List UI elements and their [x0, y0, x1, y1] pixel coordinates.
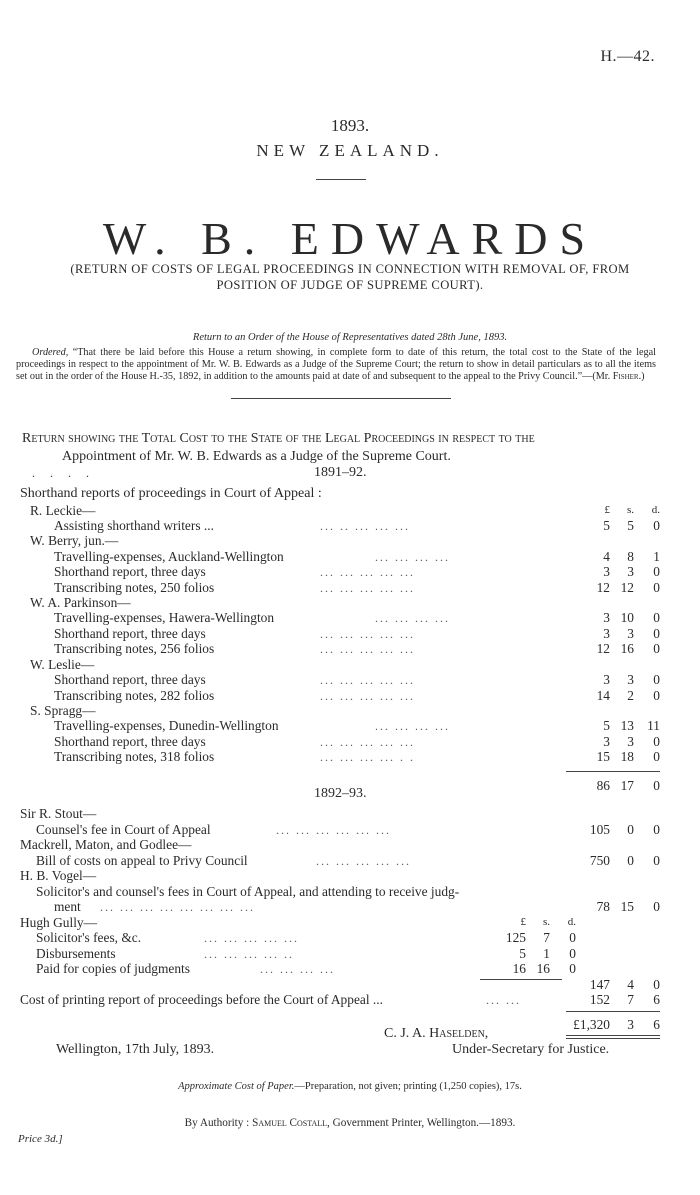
line-item: Transcribing notes, 256 folios [54, 641, 215, 656]
cost-of-paper-text: —Preparation, not given; printing (1,250 copies), 17s. [294, 1081, 522, 1092]
shillings: 16 [536, 961, 550, 976]
pence: 0 [653, 580, 660, 595]
pounds: 15 [596, 749, 610, 764]
leader-dots: ... ... ... ... ... [320, 735, 415, 749]
year-heading-1891: 1891–92. [314, 465, 367, 480]
shillings: 8 [627, 549, 634, 564]
pence: 0 [653, 672, 660, 687]
shillings: 3 [627, 734, 634, 749]
shillings: 0 [627, 853, 634, 868]
pounds: 78 [596, 899, 610, 914]
pence: 0 [653, 626, 660, 641]
pence: 6 [653, 1017, 660, 1032]
pence: 0 [653, 688, 660, 703]
shillings: 10 [620, 610, 634, 625]
line-item: Shorthand report, three days [54, 734, 206, 749]
leader-dots: ... ... ... ... ... [320, 642, 415, 656]
line-item-continued: ment [54, 899, 81, 914]
pence: 0 [653, 518, 660, 533]
order-text [16, 347, 656, 383]
leader-dots: ... ... ... ... [375, 611, 450, 625]
return-heading [22, 430, 662, 466]
line-item: Shorthand report, three days [54, 564, 206, 579]
shillings: 15 [620, 899, 634, 914]
pounds: 4 [603, 549, 610, 564]
pence-header: d. [567, 916, 576, 928]
pence: 0 [569, 930, 576, 945]
authority-rest: , Government Printer, Wellington.—1893. [327, 1117, 516, 1129]
leader-dots: ... ... ... ... ... [204, 931, 299, 945]
line-item: Travelling-expenses, Hawera-Wellington [54, 610, 275, 625]
shillings: 3 [627, 1017, 634, 1032]
shillings: 17 [620, 778, 634, 793]
pence: 0 [653, 641, 660, 656]
person-name: Mackrell, Maton, and Godlee— [20, 837, 192, 852]
pounds: 14 [596, 688, 610, 703]
shillings: 16 [620, 641, 634, 656]
leader-dots: ... .. ... ... ... [320, 519, 410, 533]
pence: 0 [653, 564, 660, 579]
line-item: Travelling-expenses, Dunedin-Wellington [54, 718, 279, 733]
line-item: Paid for copies of judgments [36, 961, 190, 976]
pence: 6 [653, 992, 660, 1007]
pence: 0 [653, 853, 660, 868]
country-heading: NEW ZEALAND. [256, 141, 444, 160]
pounds: 5 [603, 718, 610, 733]
pence-header: d. [651, 504, 660, 516]
line-item: Counsel's fee in Court of Appeal [36, 822, 211, 837]
leader-dots: ... ... ... ... [375, 550, 450, 564]
line-item: Transcribing notes, 318 folios [54, 749, 215, 764]
line-item: Assisting shorthand writers ... [54, 518, 214, 533]
pence: 0 [569, 946, 576, 961]
leader-dots: ... ... ... ... ... [320, 581, 415, 595]
gully-subtotal-rule [480, 979, 562, 980]
pounds: 147 [589, 977, 610, 992]
shillings: 18 [620, 749, 634, 764]
subtotal-rule [566, 771, 660, 772]
pence: 11 [647, 718, 660, 733]
line-item: Solicitor's and counsel's fees in Court of Appeal, and attending to receive judg- [36, 884, 460, 899]
pounds: 3 [603, 564, 610, 579]
line-item: Disbursements [36, 946, 116, 961]
pence: 0 [653, 734, 660, 749]
cost-of-paper [0, 1081, 700, 1092]
signatory-office: Under-Secretary for Justice. [452, 1042, 610, 1057]
line-item: Travelling-expenses, Auckland-Wellington [54, 549, 284, 564]
pounds: 152 [589, 992, 610, 1007]
pounds: £1,320 [573, 1017, 610, 1032]
leader-dots: ... ... ... ... . . [320, 750, 415, 764]
pounds: 125 [505, 930, 526, 945]
shillings: 7 [627, 992, 634, 1007]
person-name: R. Leckie— [30, 503, 96, 518]
shillings: 4 [627, 977, 634, 992]
line-item: Bill of costs on appeal to Privy Council [36, 853, 248, 868]
leader-dots: ... ... ... ... ... ... [276, 823, 391, 837]
line-item: Transcribing notes, 282 folios [54, 688, 215, 703]
pounds: 12 [596, 641, 610, 656]
pounds: 16 [512, 961, 526, 976]
return-heading-line-2: Appointment of Mr. W. B. Edwards as a Judge of the Supreme Court. [62, 449, 451, 464]
person-name: Hugh Gully— [20, 915, 97, 930]
grand-total-rule [566, 1011, 660, 1012]
person-name: W. Leslie— [30, 657, 95, 672]
pence: 0 [653, 977, 660, 992]
return-order-note: Return to an Order of the House of Representatives dated 28th June, 1893. [192, 332, 508, 343]
shillings: 1 [543, 946, 550, 961]
leader-dots: ... ... ... ... ... [320, 627, 415, 641]
printer-name: Samuel Costall [252, 1117, 328, 1129]
shillings-header: s. [626, 504, 634, 516]
order-divider [231, 398, 451, 399]
shillings: 13 [620, 718, 634, 733]
document-reference: H.—42. [600, 48, 655, 65]
shillings: 3 [627, 564, 634, 579]
signatory-name: C. J. A. Haselden, [384, 1026, 489, 1041]
pounds: 5 [519, 946, 526, 961]
line-item: Transcribing notes, 250 folios [54, 580, 215, 595]
pounds: 3 [603, 672, 610, 687]
pence: 0 [653, 749, 660, 764]
mover-end: .) [638, 371, 645, 382]
pounds: 3 [603, 626, 610, 641]
shillings: 5 [627, 518, 634, 533]
pounds: 3 [603, 734, 610, 749]
place-and-date: Wellington, 17th July, 1893. [56, 1042, 215, 1057]
pounds: 5 [603, 518, 610, 533]
document-title: W. B. EDWARDS [102, 213, 598, 264]
return-heading-line-1: Return showing the Total Cost to the State of the Legal Proceedings in respect to the [22, 431, 535, 446]
leader-dots: ... ... ... ... [375, 719, 450, 733]
document-year: 1893. [330, 116, 370, 135]
shorthand-heading: Shorthand reports of proceedings in Court of Appeal : [20, 486, 322, 501]
leader-dots: ... ... ... ... ... ... ... ... [100, 900, 255, 914]
person-name: W. Berry, jun.— [30, 533, 119, 548]
header-divider [316, 179, 366, 180]
pence: 0 [653, 778, 660, 793]
leader-dots: ... ... ... ... ... [320, 673, 415, 687]
grand-total-double-rule-1 [566, 1035, 660, 1036]
document-subtitle: (RETURN OF COSTS OF LEGAL PROCEEDINGS IN CONNECTION WITH REMOVAL OF, FROM POSITION OF JUDGE OF SUPREME COURT). [70, 262, 630, 292]
grand-total-double-rule-2 [566, 1038, 660, 1039]
shillings: 0 [627, 822, 634, 837]
price: Price 3d.] [18, 1133, 63, 1145]
pounds: 750 [589, 853, 610, 868]
line-item: Solicitor's fees, &c. [36, 930, 142, 945]
pence: 0 [653, 822, 660, 837]
cost-of-paper-label: Approximate Cost of Paper. [178, 1081, 295, 1092]
heading-leader: . . . . [32, 466, 95, 480]
leader-dots: ... ... ... ... ... [316, 854, 411, 868]
pounds: 105 [589, 822, 610, 837]
pence: 0 [653, 899, 660, 914]
person-name: W. A. Parkinson— [30, 595, 131, 610]
leader-dots: ... ... ... ... ... [320, 565, 415, 579]
printer-authority [0, 1117, 700, 1129]
person-name: Sir R. Stout— [20, 806, 97, 821]
person-name: H. B. Vogel— [20, 868, 97, 883]
shillings-header: s. [542, 916, 550, 928]
ordered-label: Ordered, [32, 347, 69, 358]
pounds-header: £ [520, 916, 526, 928]
leader-dots: ... ... ... ... [260, 962, 335, 976]
shillings: 12 [620, 580, 634, 595]
person-name: S. Spragg— [30, 703, 96, 718]
leader-dots: ... ... ... ... ... [320, 689, 415, 703]
year-heading-1892: 1892–93. [314, 786, 367, 801]
authority-label: By Authority : [184, 1117, 250, 1129]
ordered-body: “That there be laid before this House a return showing, in complete form to date of this return, the total cost to the State of the legal proceedings in respect to the appointment of Mr. W. B. Edwards as a Judge of the Supreme Court; the return to show in detail particulars as to all the items set out in the order of the House H.-35, 1892, in addition to the amounts paid at date of and subsequent to the appeal to the Privy Council.”—(Mr. [16, 347, 656, 382]
line-item: Cost of printing report of proceedings before the Court of Appeal ... [20, 992, 383, 1007]
pence: 1 [653, 549, 660, 564]
shillings: 3 [627, 672, 634, 687]
line-item: Shorthand report, three days [54, 626, 206, 641]
pence: 0 [569, 961, 576, 976]
leader-dots: ... ... ... ... .. [204, 947, 294, 961]
leader-dots: ... ... [486, 993, 521, 1007]
pounds: 12 [596, 580, 610, 595]
pounds: 3 [603, 610, 610, 625]
pounds: 86 [596, 778, 610, 793]
mover-name: Fisher [612, 371, 639, 382]
shillings: 7 [543, 930, 550, 945]
line-item: Shorthand report, three days [54, 672, 206, 687]
pounds-header: £ [604, 504, 610, 516]
pence: 0 [653, 610, 660, 625]
shillings: 2 [627, 688, 634, 703]
shillings: 3 [627, 626, 634, 641]
